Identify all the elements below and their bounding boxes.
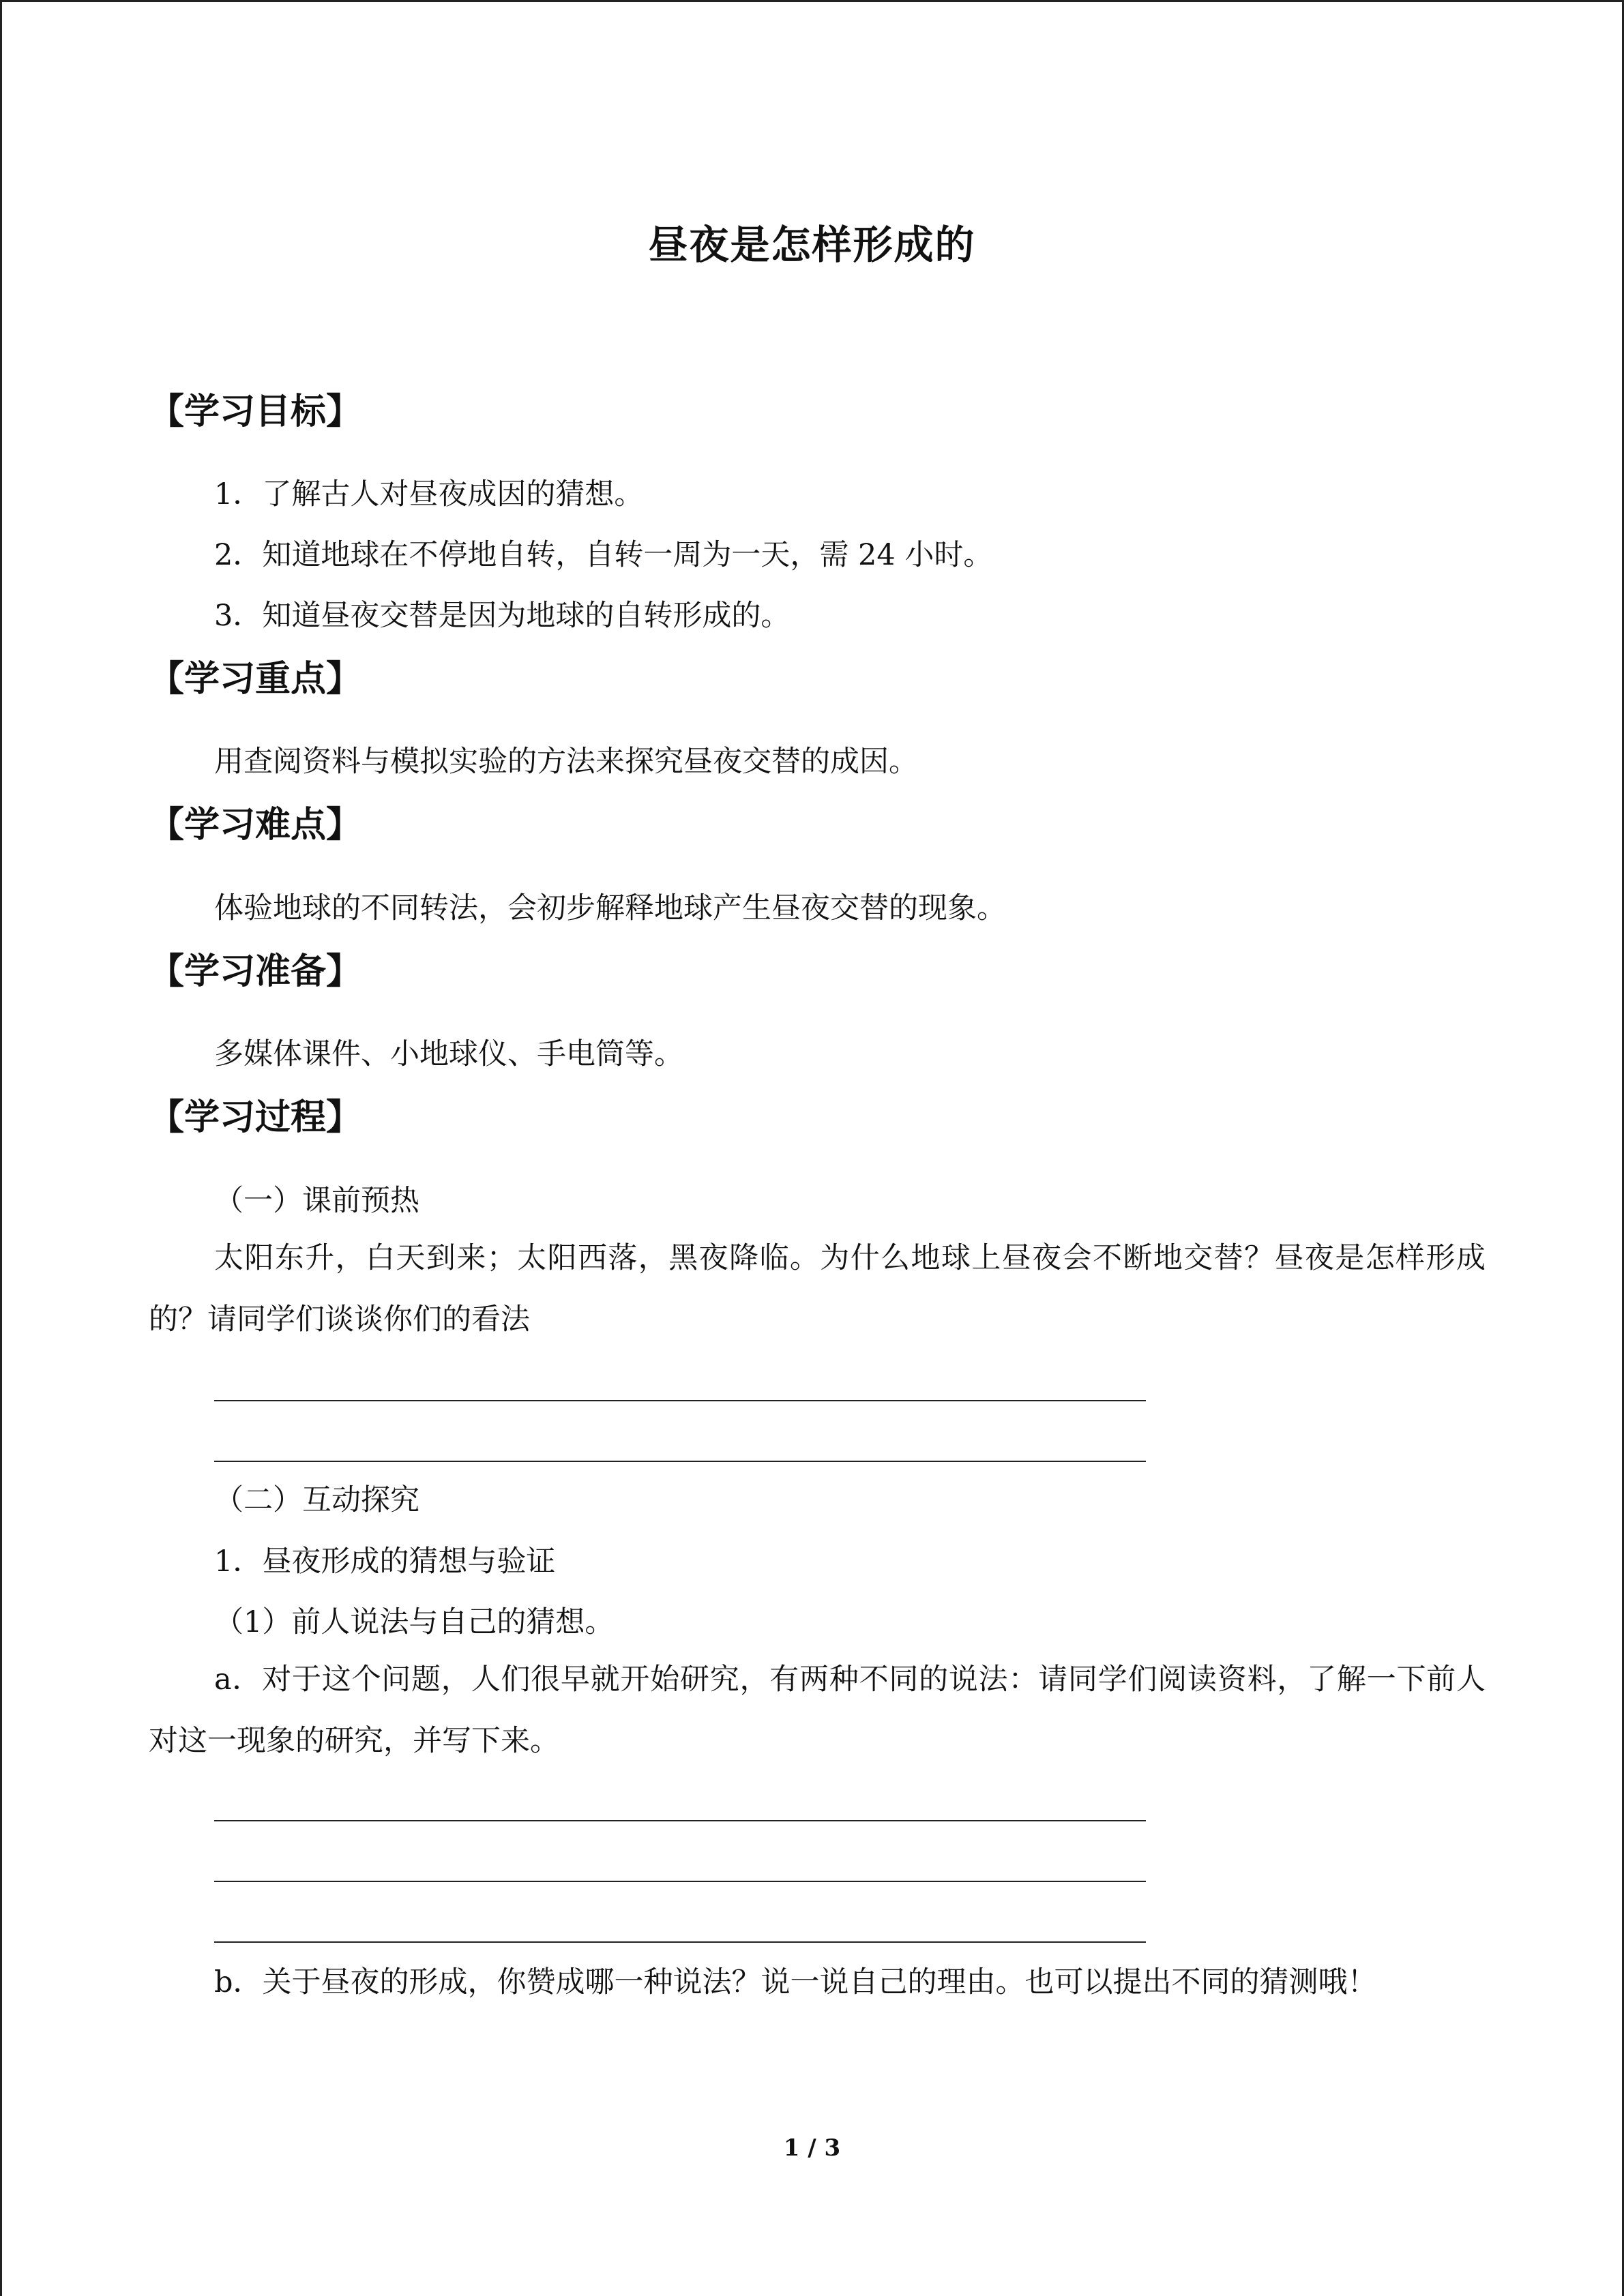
heading-difficulties: 【学习难点】: [149, 805, 362, 846]
item-a-text: a．对于这个问题，人们很早就开始研究，有两种不同的说法：请同学们阅读资料，了解一下前人对这一现象的研究，并写下来。: [149, 1663, 1486, 1758]
step1-title: 1．昼夜形成的猜想与验证: [214, 1545, 556, 1579]
part1-text: 太阳东升，白天到来；太阳西落，黑夜降临。为什么地球上昼夜会不断地交替？昼夜是怎样形成的？请同学们谈谈你们的看法: [149, 1241, 1486, 1337]
difficulties-text: 体验地球的不同转法，会初步解释地球产生昼夜交替的现象。: [214, 891, 1006, 925]
objective-item-2: 2．知道地球在不停地自转，自转一周为一天，需 24 小时。: [214, 538, 993, 572]
step1-subtitle: （1）前人说法与自己的猜想。: [214, 1605, 615, 1639]
part1-title: （一）课前预热: [214, 1184, 419, 1218]
answer-line-4[interactable]: [214, 1881, 1146, 1882]
heading-objectives: 【学习目标】: [149, 391, 362, 432]
objective-item-1: 1．了解古人对昼夜成因的猜想。: [214, 477, 644, 511]
preparation-text: 多媒体课件、小地球仪、手电筒等。: [214, 1037, 683, 1071]
heading-preparation: 【学习准备】: [149, 951, 362, 992]
page-title: 昼夜是怎样形成的: [648, 222, 976, 268]
objective-item-3: 3．知道昼夜交替是因为地球的自转形成的。: [214, 599, 791, 633]
answer-line-3[interactable]: [214, 1820, 1146, 1821]
answer-line-1[interactable]: [214, 1400, 1146, 1401]
heading-process: 【学习过程】: [149, 1097, 362, 1138]
page-indicator: 1 / 3: [783, 2134, 841, 2162]
item-b-text: b．关于昼夜的形成，你赞成哪一种说法？说一说自己的理由。也可以提出不同的猜测哦！: [214, 1965, 1377, 1999]
part2-title: （二）互动探究: [214, 1483, 419, 1517]
key-points-text: 用查阅资料与模拟实验的方法来探究昼夜交替的成因。: [214, 745, 918, 779]
heading-key-points: 【学习重点】: [149, 659, 362, 700]
answer-line-2[interactable]: [214, 1461, 1146, 1462]
answer-line-5[interactable]: [214, 1941, 1146, 1943]
